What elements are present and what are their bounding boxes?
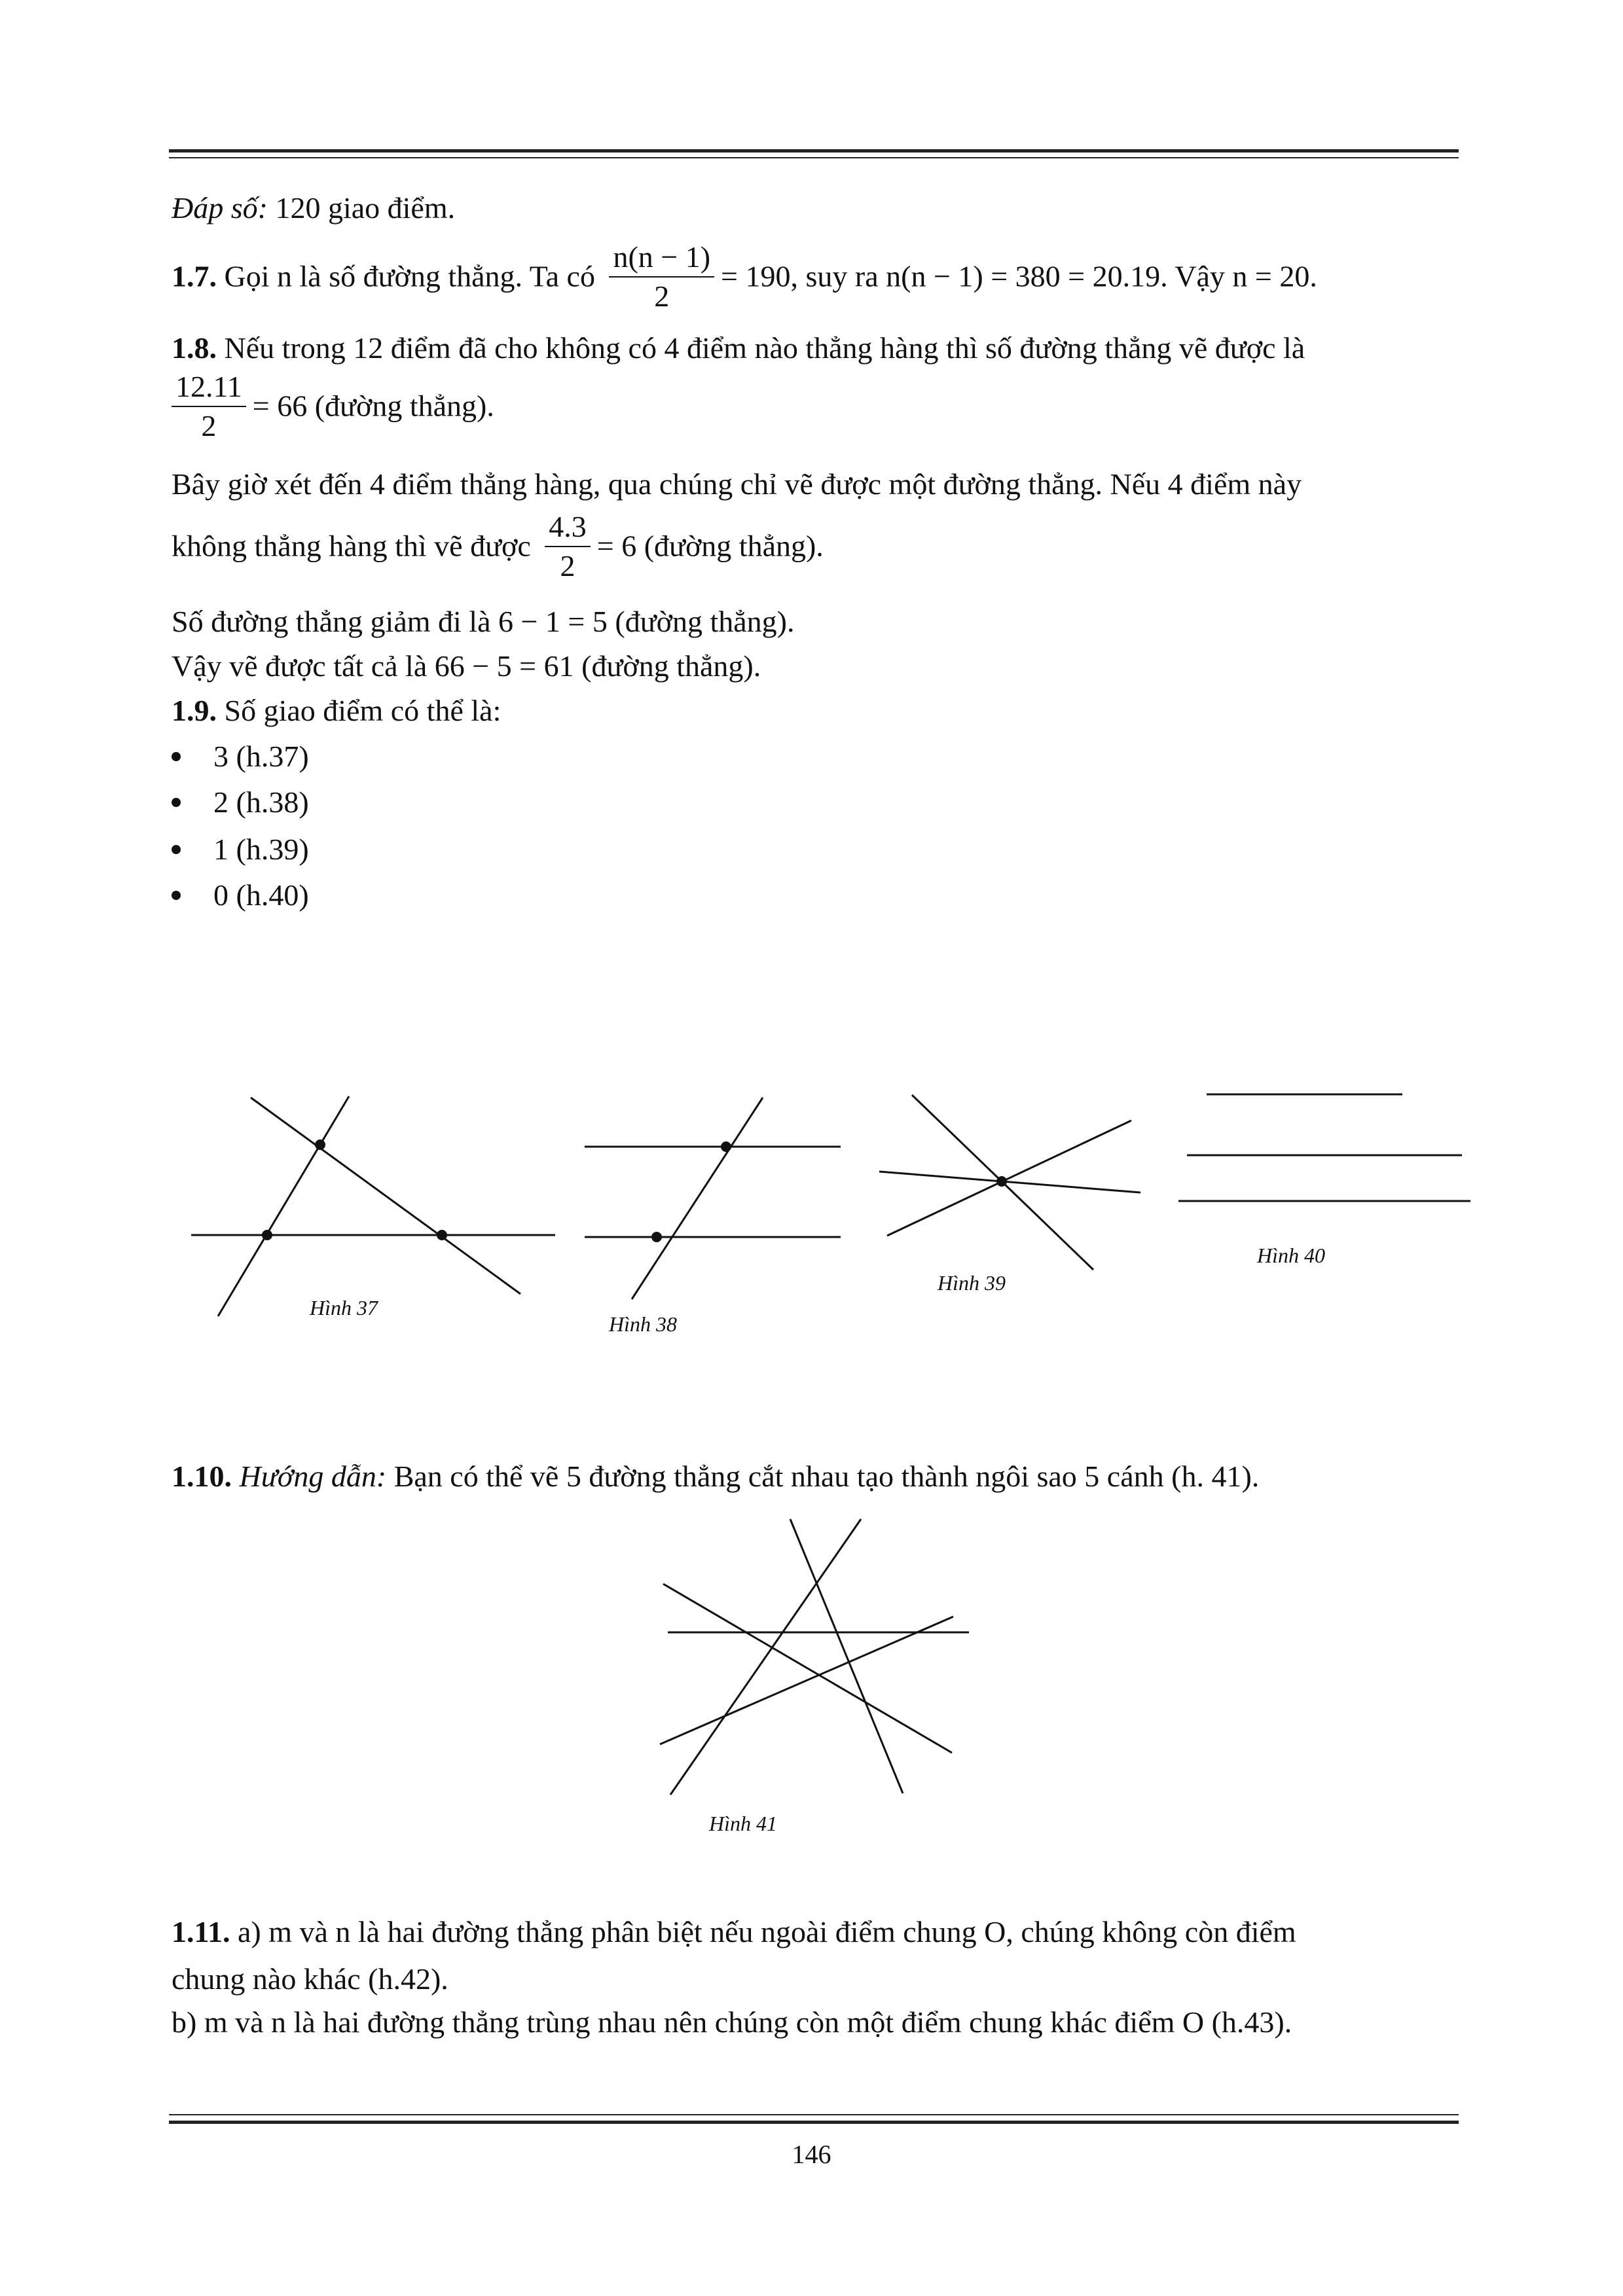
fig41-line-2 bbox=[670, 1519, 861, 1795]
list-item-text: 0 (h.40) bbox=[213, 878, 309, 912]
figure-40 bbox=[1178, 1094, 1470, 1201]
figure-41 bbox=[660, 1519, 969, 1795]
fig37-line-up bbox=[218, 1096, 349, 1316]
fraction-numerator: 4.3 bbox=[545, 511, 591, 547]
page-number: 146 bbox=[792, 2140, 831, 2169]
intersection-point bbox=[262, 1230, 272, 1240]
exercise-1-11-line-3: b) m và n là hai đường thẳng trùng nhau nên chúng còn một điểm chung khác điểm O (h.43). bbox=[172, 2005, 1292, 2039]
fig41-line-1 bbox=[790, 1519, 903, 1793]
exercise-1-7-number: 1.7. bbox=[172, 259, 217, 293]
exercise-1-9-number: 1.9. bbox=[172, 694, 217, 727]
list-item-text: 2 (h.38) bbox=[213, 785, 309, 819]
answer-text: 120 giao điểm. bbox=[267, 191, 456, 224]
list-item-text: 1 (h.39) bbox=[213, 833, 309, 866]
exercise-1-10-label: Hướng dẫn: bbox=[232, 1460, 387, 1493]
exercise-1-11-text-a: a) m và n là hai đường thẳng phân biệt nếu ngoài điểm chung O, chúng không còn điểm bbox=[230, 1915, 1296, 1948]
intersection-point bbox=[721, 1141, 731, 1152]
figure-38 bbox=[585, 1098, 841, 1299]
answer-label: Đáp số: bbox=[172, 191, 268, 224]
intersection-point bbox=[437, 1230, 447, 1240]
exercise-1-10-number: 1.10. bbox=[172, 1460, 232, 1493]
exercise-1-11-number: 1.11. bbox=[172, 1915, 230, 1948]
fraction-denominator: 2 bbox=[560, 549, 575, 583]
caption-figure-37: Hình 37 bbox=[310, 1296, 378, 1319]
exercise-1-10 bbox=[172, 1458, 1259, 1495]
exercise-1-8-line-6: Vậy vẽ được tất cả là 66 − 5 = 61 (đường thẳng). bbox=[172, 649, 761, 683]
intersection-point bbox=[996, 1176, 1007, 1187]
exercise-1-8-line-3: Bây giờ xét đến 4 điểm thẳng hàng, qua chúng chỉ vẽ được một đường thẳng. Nếu 4 điểm này bbox=[172, 467, 1302, 501]
exercise-1-8-text-b: = 66 (đường thẳng). bbox=[252, 389, 494, 423]
exercise-1-8-text-e: = 6 (đường thẳng). bbox=[596, 529, 824, 563]
exercise-1-9-text: Số giao điểm có thể là: bbox=[217, 694, 501, 727]
exercise-1-7-text-b: = 190, suy ra n(n − 1) = 380 = 20.19. Vậy n = 20. bbox=[721, 259, 1317, 293]
fig39-line-b bbox=[887, 1121, 1131, 1236]
fig41-line-5 bbox=[660, 1617, 953, 1744]
footer-rule-thick bbox=[169, 2121, 1459, 2124]
fig38-transversal bbox=[632, 1098, 763, 1299]
exercise-1-11-line-1 bbox=[172, 1914, 1296, 1950]
fraction-numerator: n(n − 1) bbox=[609, 241, 714, 278]
list-item-text: 3 (h.37) bbox=[213, 740, 309, 773]
caption-figure-39: Hình 39 bbox=[938, 1271, 1006, 1295]
fig41-line-4 bbox=[663, 1584, 952, 1753]
exercise-1-8-text-a: Nếu trong 12 điểm đã cho không có 4 điểm nào thẳng hàng thì số đường thẳng vẽ được là bbox=[217, 331, 1305, 365]
fig37-line-down bbox=[251, 1098, 520, 1294]
fraction-denominator: 2 bbox=[201, 409, 217, 442]
fraction-denominator: 2 bbox=[654, 279, 670, 313]
caption-figure-41: Hình 41 bbox=[709, 1812, 777, 1835]
exercise-1-8-line-5: Số đường thẳng giảm đi là 6 − 1 = 5 (đường thẳng). bbox=[172, 605, 795, 638]
figure-37 bbox=[191, 1096, 555, 1316]
exercise-1-8-text-d: không thẳng hàng thì vẽ được bbox=[172, 529, 531, 563]
exercise-1-7-text-a: Gọi n là số đường thẳng. Ta có bbox=[217, 259, 595, 293]
exercise-1-8-number: 1.8. bbox=[172, 331, 217, 365]
intersection-point bbox=[651, 1232, 662, 1242]
footer-rule-thin bbox=[169, 2114, 1459, 2115]
exercise-1-11-line-2: chung nào khác (h.42). bbox=[172, 1962, 448, 1996]
figure-39 bbox=[879, 1095, 1140, 1270]
exercise-1-10-text: Bạn có thể vẽ 5 đường thẳng cắt nhau tạo thành ngôi sao 5 cánh (h. 41). bbox=[386, 1460, 1260, 1493]
caption-figure-40: Hình 40 bbox=[1257, 1244, 1325, 1267]
fraction-numerator: 12.11 bbox=[172, 370, 246, 407]
intersection-point bbox=[315, 1139, 325, 1150]
caption-figure-38: Hình 38 bbox=[609, 1312, 677, 1336]
